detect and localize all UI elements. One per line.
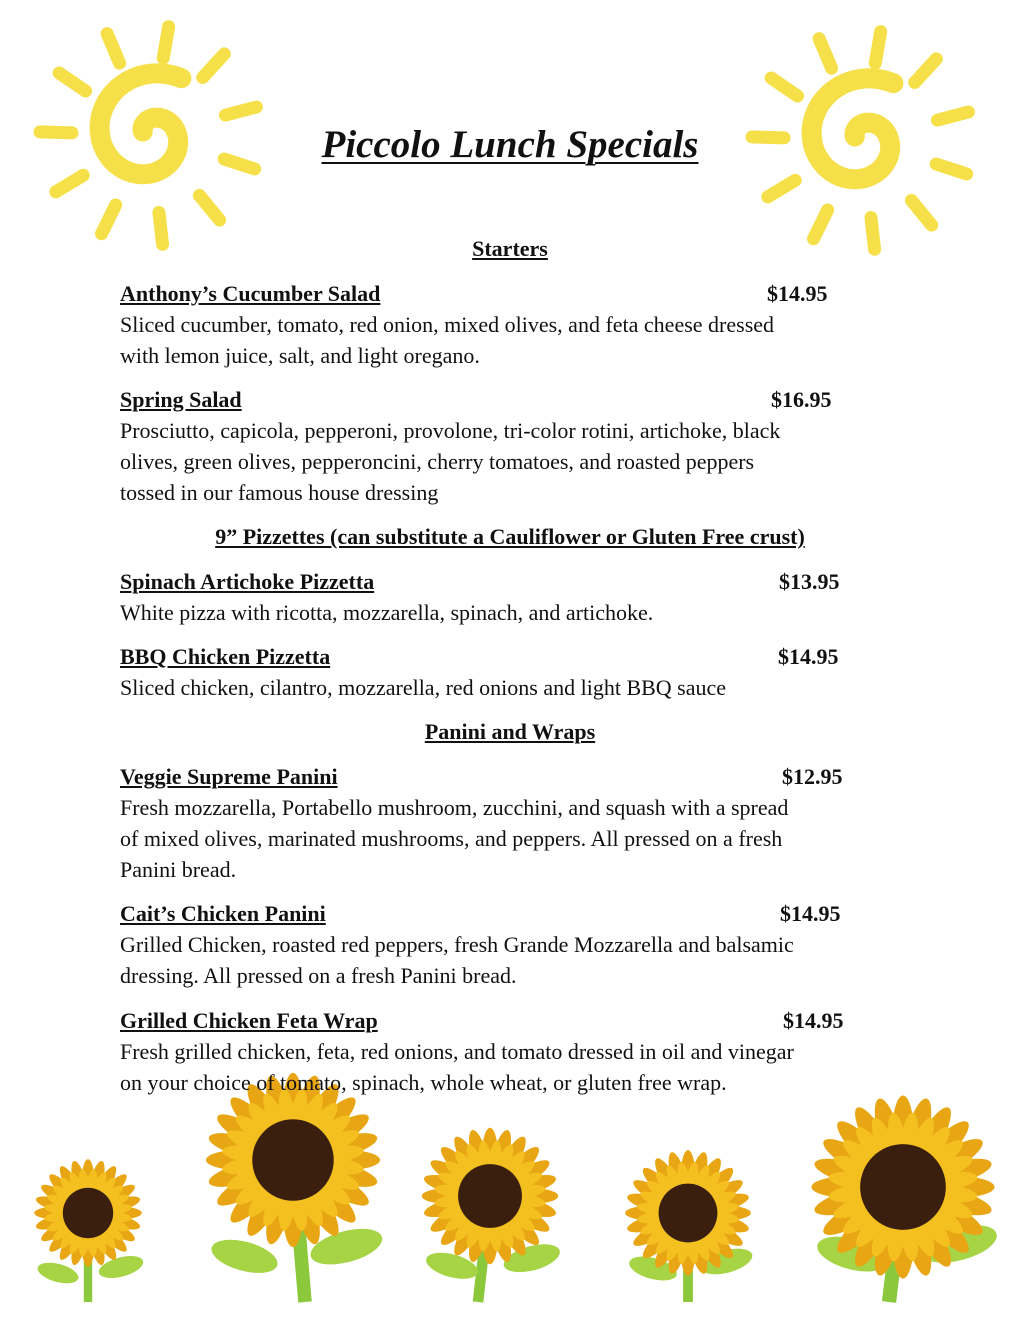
item-price: $12.95 — [782, 764, 843, 789]
desc-line: Grilled Chicken, roasted red peppers, fresh Grande Mozzarella and balsamic — [120, 932, 794, 957]
desc-line: dressing. All pressed on a fresh Panini bread. — [120, 963, 517, 988]
section-heading-panini: Panini and Wraps — [424, 719, 596, 744]
item-description — [120, 1036, 794, 1098]
item-name: Grilled Chicken Feta Wrap — [120, 1008, 378, 1033]
item-description — [120, 309, 774, 371]
sunflower-4-icon — [625, 1150, 755, 1302]
page-title: Piccolo Lunch Specials — [321, 123, 699, 166]
sun-ray — [937, 112, 968, 120]
sun-ray — [819, 39, 831, 68]
sun-ray — [225, 107, 256, 115]
item-description — [120, 597, 653, 628]
desc-line: with lemon juice, salt, and light oregano. — [120, 343, 480, 368]
flower-center — [860, 1144, 946, 1230]
desc-line: olives, green olives, pepperoncini, cherry tomatoes, and roasted peppers — [120, 449, 755, 474]
desc-line: on your choice of tomato, spinach, whole wheat, or gluten free wrap. — [120, 1070, 727, 1095]
item-description — [120, 792, 788, 885]
flower-center — [659, 1184, 718, 1243]
sun-ray — [163, 27, 168, 59]
flower-center — [458, 1164, 522, 1228]
flower-center — [63, 1188, 113, 1238]
item-price: $14.95 — [783, 1008, 844, 1033]
desc-line: Sliced cucumber, tomato, red onion, mixed olives, and feta cheese dressed — [120, 312, 775, 337]
desc-line: Sliced chicken, cilantro, mozzarella, red onions and light BBQ sauce — [120, 675, 727, 700]
item-price: $14.95 — [780, 901, 841, 926]
desc-line: tossed in our famous house dressing — [120, 480, 439, 505]
item-description — [120, 929, 794, 991]
desc-line: of mixed olives, marinated mushrooms, and peppers. All pressed on a fresh — [120, 826, 783, 851]
sunflower-5-icon — [811, 1095, 1000, 1302]
sunflower-1-icon — [34, 1159, 145, 1302]
item-price: $14.95 — [767, 281, 828, 306]
item-name: Veggie Supreme Panini — [120, 764, 338, 789]
sun-ray — [875, 32, 880, 64]
item-name: Anthony’s Cucumber Salad — [120, 281, 381, 306]
sunflower-2-icon — [206, 1073, 386, 1302]
sun-ray — [768, 180, 795, 197]
sunflower-3-icon — [422, 1128, 563, 1302]
item-name: Spinach Artichoke Pizzetta — [120, 569, 375, 594]
sun-ray — [56, 175, 83, 192]
sun-ray — [102, 205, 116, 234]
item-price: $16.95 — [771, 387, 832, 412]
sun-ray — [911, 200, 931, 225]
desc-line: Fresh grilled chicken, feta, red onions, and tomato dressed in oil and vinegar — [120, 1039, 794, 1064]
sun-ray — [199, 195, 219, 220]
desc-line: White pizza with ricotta, mozzarella, spinach, and artichoke. — [120, 600, 654, 625]
sun-ray — [915, 59, 937, 83]
flower-center — [252, 1119, 333, 1200]
item-price: $13.95 — [779, 569, 840, 594]
sun-ray — [59, 73, 85, 91]
item-name: Spring Salad — [120, 387, 242, 412]
item-description — [120, 415, 780, 508]
sun-ray — [203, 54, 225, 78]
desc-line: Panini bread. — [120, 857, 237, 882]
section-heading-pizzettes: 9” Pizzettes (can substitute a Cauliflower or Gluten Free crust) — [215, 524, 805, 549]
desc-line: Prosciutto, capicola, pepperoni, provolone, tri-color rotini, artichoke, black — [120, 418, 781, 443]
desc-line: Fresh mozzarella, Portabello mushroom, zucchini, and squash with a spread — [120, 795, 789, 820]
section-heading-starters: Starters — [472, 236, 548, 261]
sun-ray — [814, 210, 828, 239]
sun-ray — [771, 78, 797, 96]
item-name: BBQ Chicken Pizzetta — [120, 644, 331, 669]
item-description — [120, 672, 726, 703]
sun-ray — [107, 34, 119, 63]
item-name: Cait’s Chicken Panini — [120, 901, 326, 926]
item-price: $14.95 — [778, 644, 839, 669]
